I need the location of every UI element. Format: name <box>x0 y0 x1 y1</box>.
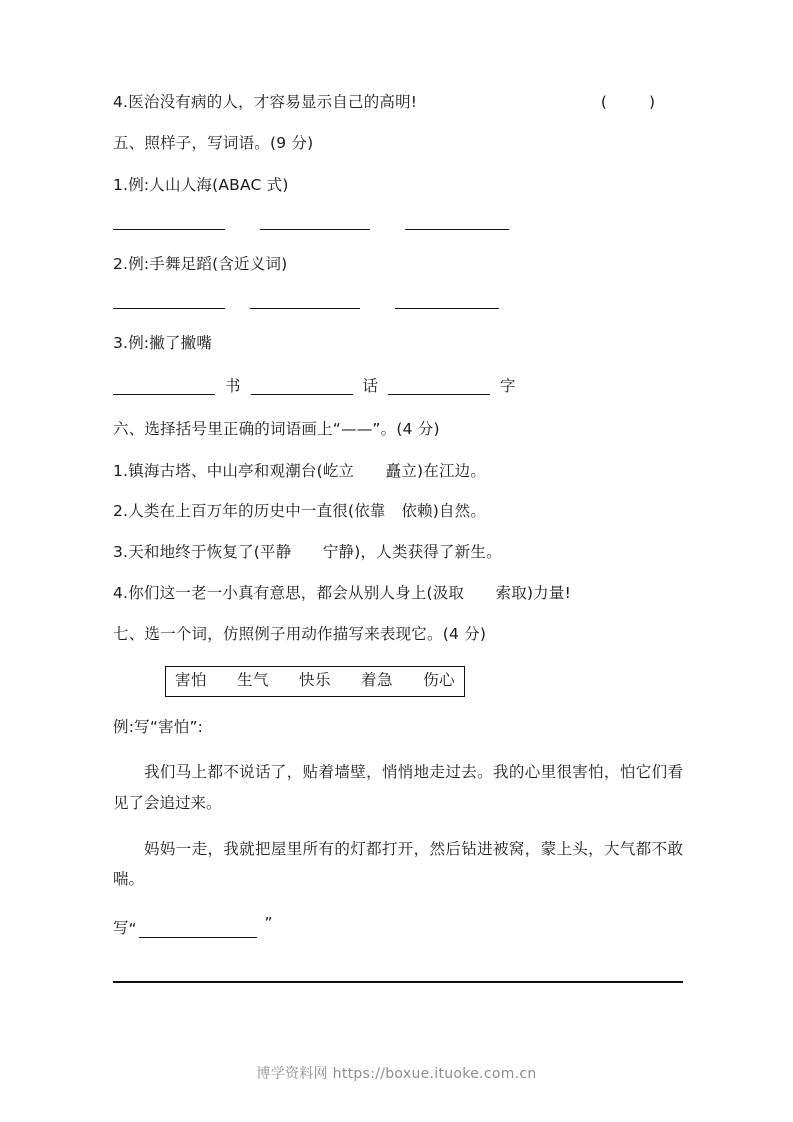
example-label: 例:写“害怕”: <box>113 718 204 737</box>
answer-blank[interactable] <box>250 294 360 309</box>
footer-watermark: 博学资料网 https://boxue.ituoke.com.cn <box>256 1066 537 1082</box>
word-bank-option-2[interactable]: 生气 <box>237 671 270 690</box>
section-seven-heading: 七、选一个词，仿照例子用动作描写来表现它。(4 分) <box>113 625 487 644</box>
answer-blank[interactable] <box>260 215 370 230</box>
answer-blank[interactable] <box>113 215 225 230</box>
word-bank-option-3[interactable]: 快乐 <box>299 671 332 690</box>
section-six-question-4: 4.你们这一老一小真有意思，都会从别人身上(汲取 索取)力量! <box>113 584 571 603</box>
word-bank-option-1[interactable]: 害怕 <box>175 671 208 690</box>
question-4-text: 4.医治没有病的人，才容易显示自己的高明! <box>113 93 418 111</box>
section-five-item-1-blanks <box>113 215 683 230</box>
section-six-heading: 六、选择括号里正确的词语画上“——”。(4 分) <box>113 419 440 438</box>
answer-blank[interactable] <box>395 294 499 309</box>
answer-blank[interactable] <box>113 294 225 309</box>
question-4-row <box>113 92 683 113</box>
quote-close: ” <box>264 914 273 933</box>
section-five-item-3-blanks <box>113 373 683 395</box>
quote-open: “ <box>128 920 137 939</box>
section-six-question-2: 2.人类在上百万年的历史中一直很(依靠 依赖)自然。 <box>113 502 487 521</box>
word-bank-option-5[interactable]: 伤心 <box>423 671 456 690</box>
section-five-item-2-blanks <box>113 294 683 309</box>
answer-ruled-line[interactable] <box>113 981 683 983</box>
section-five-item-3-prompt: 3.例:撇了撇嘴 <box>113 333 213 352</box>
blank-tail-label-1: 书 <box>225 376 241 395</box>
answer-blank[interactable] <box>113 380 215 395</box>
answer-blank[interactable] <box>388 380 490 395</box>
section-five-item-2-prompt: 2.例:手舞足蹈(含近义词) <box>113 254 288 273</box>
example-paragraph-2: 妈妈一走，我就把屋里所有的灯都打开，然后钻进被窝，蒙上头，大气都不敢喘。 <box>113 839 683 888</box>
word-bank-wrapper <box>113 666 683 697</box>
word-bank-box <box>165 666 465 697</box>
section-five-heading: 五、照样子，写词语。(9 分) <box>113 133 314 152</box>
bracket-close: ) <box>648 93 655 111</box>
write-prompt-row <box>113 916 683 938</box>
section-six-question-3: 3.天和地终于恢复了(平静 宁静)，人类获得了新生。 <box>113 543 502 562</box>
section-six-question-1: 1.镇海古塔、中山亭和观潮台(屹立 矗立)在江边。 <box>113 461 487 480</box>
answer-blank[interactable] <box>251 380 353 395</box>
worksheet-content <box>113 92 683 983</box>
blank-tail-label-3: 字 <box>500 376 516 395</box>
example-paragraph-1: 我们马上都不说话了，贴着墙壁，悄悄地走过去。我的心里很害怕，怕它们看见了会追过来。 <box>113 763 683 812</box>
blank-tail-label-2: 话 <box>362 376 379 395</box>
write-prompt-label: 写 <box>113 919 129 938</box>
answer-bracket-group[interactable] <box>601 92 683 113</box>
write-word-blank[interactable] <box>139 922 257 938</box>
word-bank-option-4[interactable]: 着急 <box>361 671 394 690</box>
answer-blank[interactable] <box>405 215 509 230</box>
bracket-open: ( <box>600 93 607 111</box>
section-five-item-1-prompt: 1.例:人山人海(ABAC 式) <box>113 175 289 194</box>
